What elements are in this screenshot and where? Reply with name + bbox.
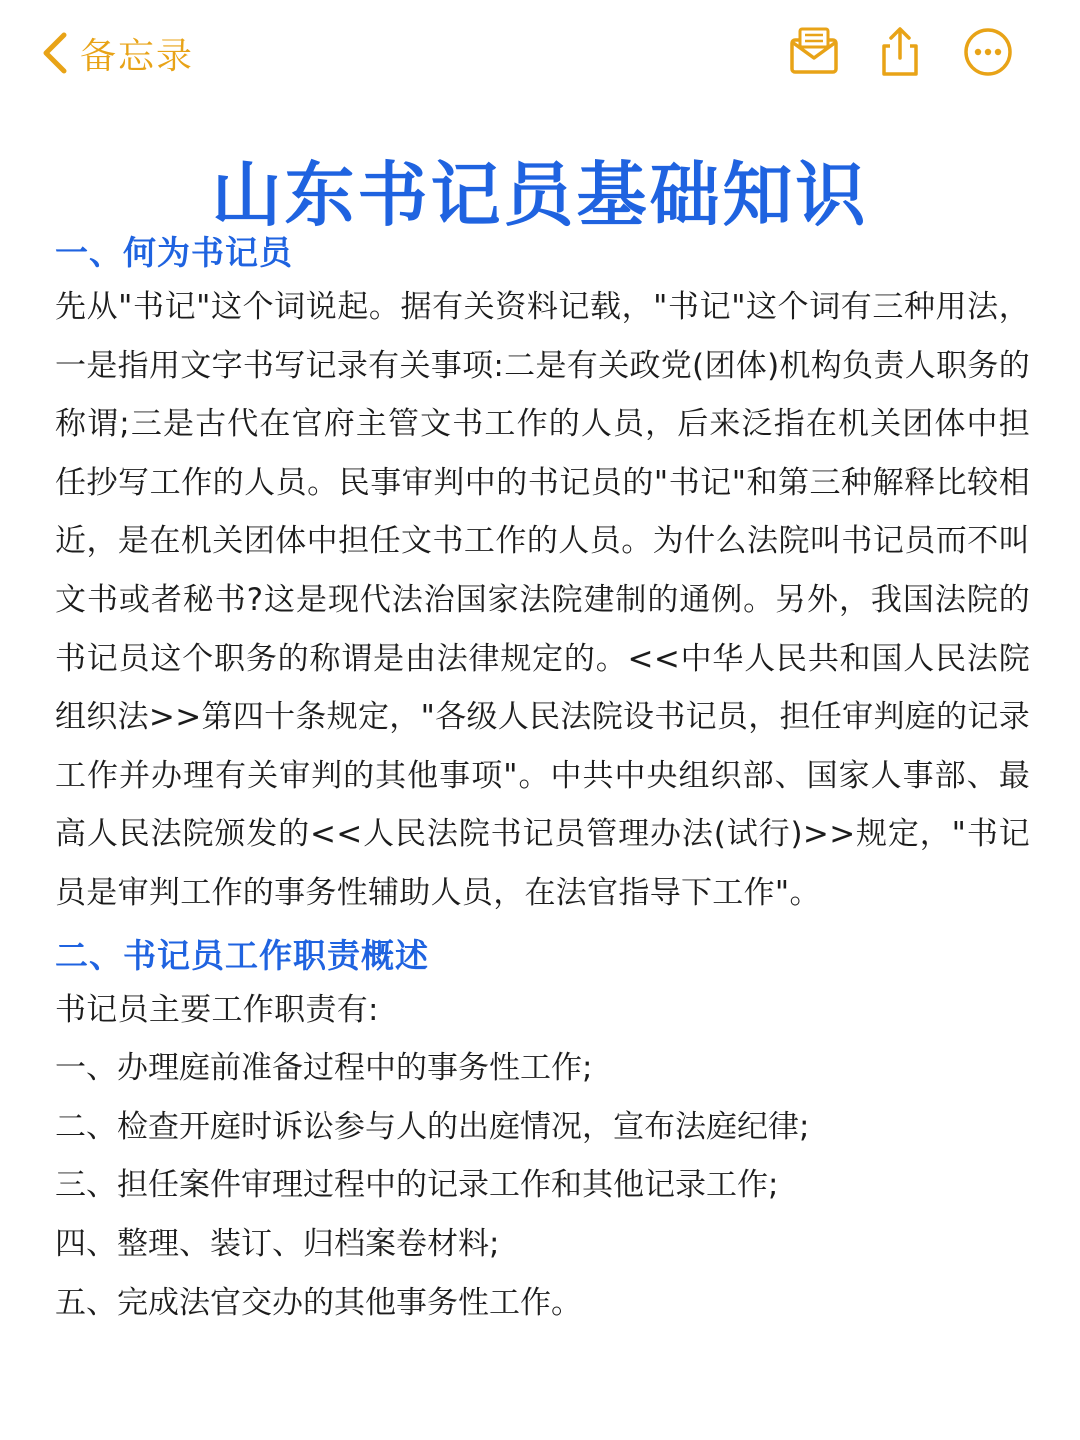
top-navigation-bar [0,0,1080,100]
note-body[interactable] [55,228,1030,1332]
share-button[interactable] [874,26,926,78]
envelope-button[interactable] [788,26,840,78]
section-2-intro: 书记员主要工作职责有: [55,991,379,1028]
chevron-left-icon [40,31,70,75]
list-item: 一、办理庭前准备过程中的事务性工作; [55,1050,593,1087]
more-button[interactable] [962,26,1014,78]
list-item: 四、整理、装订、归档案卷材料; [55,1225,500,1262]
envelope-icon [788,26,840,78]
back-button[interactable] [40,28,194,78]
back-label: 备忘录 [80,35,195,77]
section-1-body: 先从"书记"这个词说起。据有关资料记载，"书记"这个词有三种用法，一是指用文字书写记录有关事项:二是有关政党(团体)机构负责人职务的称谓;三是古代在官府主管文书工作的人员，后来泛指在机关团体中担任抄写工作的人员。民事审判中的书记员的"书记"和第三种解释比较相近，是在机关团体中担任文书工作的人员。为什么法院叫书记员而不叫文书或者秘书?这是现代法治国家法院建制的通例。另外，我国法院的书记员这个职务的称谓是由法律规定的。<<中华人民共和国人民法院组织法>>第四十条规定，"各级人民法院设书记员，担任审判庭的记录工作并办理有关审判的其他事项"。中共中央组织部、国家人事部、最高人民法院颁发的<<人民法院书记员管理办法(试行)>>规定，"书记员是审判工作的事务性辅助人员，在法官指导下工作"。 [55,289,1030,911]
section-2-heading: 二、书记员工作职责概述 [55,935,429,975]
section-1-heading: 一、何为书记员 [55,233,293,272]
note-title: 山东书记员基础知识 [211,153,869,236]
list-item: 五、完成法官交办的其他事务性工作。 [55,1284,582,1321]
share-icon [874,26,926,78]
list-item: 二、检查开庭时诉讼参与人的出庭情况，宣布法庭纪律; [55,1108,810,1145]
list-item: 三、担任案件审理过程中的记录工作和其他记录工作; [55,1167,779,1204]
duty-list [55,1039,1030,1332]
more-icon [962,26,1014,78]
